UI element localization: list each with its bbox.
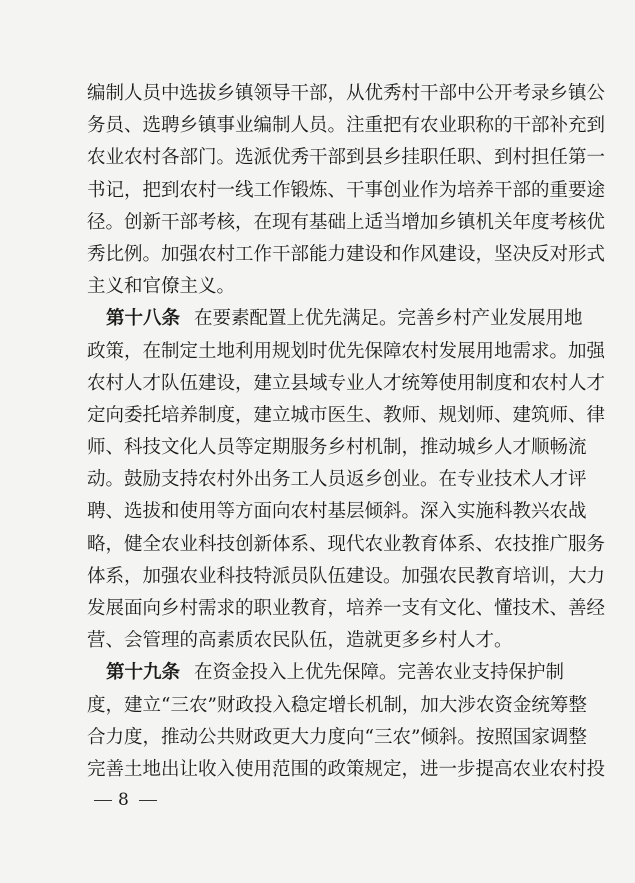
text-line: 书记，把到农村一线工作锻炼、干事创业作为培养干部的重要途: [87, 179, 606, 201]
article-18-first-line: [87, 303, 583, 335]
body-text: [87, 78, 606, 786]
text-line: 师、科技文化人员等定期服务乡村机制，推动城乡人才顺畅流: [87, 437, 587, 459]
text-line: 农村人才队伍建设，建立县域专业人才统筹使用制度和农村人才: [87, 372, 606, 394]
text-line: 编制人员中选拔乡镇领导干部，从优秀村干部中公开考录乡镇公: [87, 83, 606, 104]
text-line: 略，健全农业科技创新体系、现代农业教育体系、农技推广服务: [87, 533, 606, 555]
text-line: 秀比例。加强农村工作干部能力建设和作风建设，坚决反对形式: [87, 243, 606, 265]
footer-dash-left: [94, 800, 112, 801]
text-line: 政策，在制定土地利用规划时优先保障农村发展用地需求。加强: [87, 340, 606, 362]
text-line: 度，建立“三农”财政投入稳定增长机制，加大涉农资金统筹整: [87, 694, 587, 716]
text-line: 在资金投入上优先保障。完善农业支持保护制: [194, 662, 565, 684]
text-line: 径。创新干部考核，在现有基础上适当增加乡镇机关年度考核优: [87, 211, 606, 233]
text-line: 营、会管理的高素质农民队伍，造就更多乡村人才。: [87, 630, 513, 652]
text-line: 体系，加强农业科技特派员队伍建设。加强农民教育培训，大力: [87, 565, 606, 587]
text-line: 定向委托培养制度，建立城市医生、教师、规划师、建筑师、律: [87, 404, 606, 426]
footer-dash-right: [139, 800, 157, 801]
text-line: 农业农村各部门。选派优秀干部到县乡挂职任职、到村担任第一: [87, 147, 606, 169]
text-line: 完善土地出让收入使用范围的政策规定，进一步提高农业农村投: [87, 758, 606, 780]
article-19-first-line: [87, 657, 565, 689]
text-line: 聘、选拔和使用等方面向农村基层倾斜。深入实施科教兴农战: [87, 501, 587, 523]
text-line: 合力度，推动公共财政更大力度向“三农”倾斜。按照国家调整: [87, 726, 587, 748]
text-line: 在要素配置上优先满足。完善乡村产业发展用地: [194, 308, 583, 330]
text-line: 发展面向乡村需求的职业教育，培养一支有文化、懂技术、善经: [87, 598, 606, 619]
text-line: 务员、选聘乡镇事业编制人员。注重把有农业职称的干部补充到: [87, 115, 606, 137]
page-number: 8: [118, 790, 133, 810]
text-line: 动。鼓励支持农村外出务工人员返乡创业。在专业技术人才评: [87, 469, 587, 491]
page-footer: [88, 790, 163, 810]
article-19-heading: 第十九条: [106, 662, 181, 684]
text-line: 主义和官僚主义。: [87, 276, 236, 298]
article-18-heading: 第十八条: [106, 308, 181, 330]
